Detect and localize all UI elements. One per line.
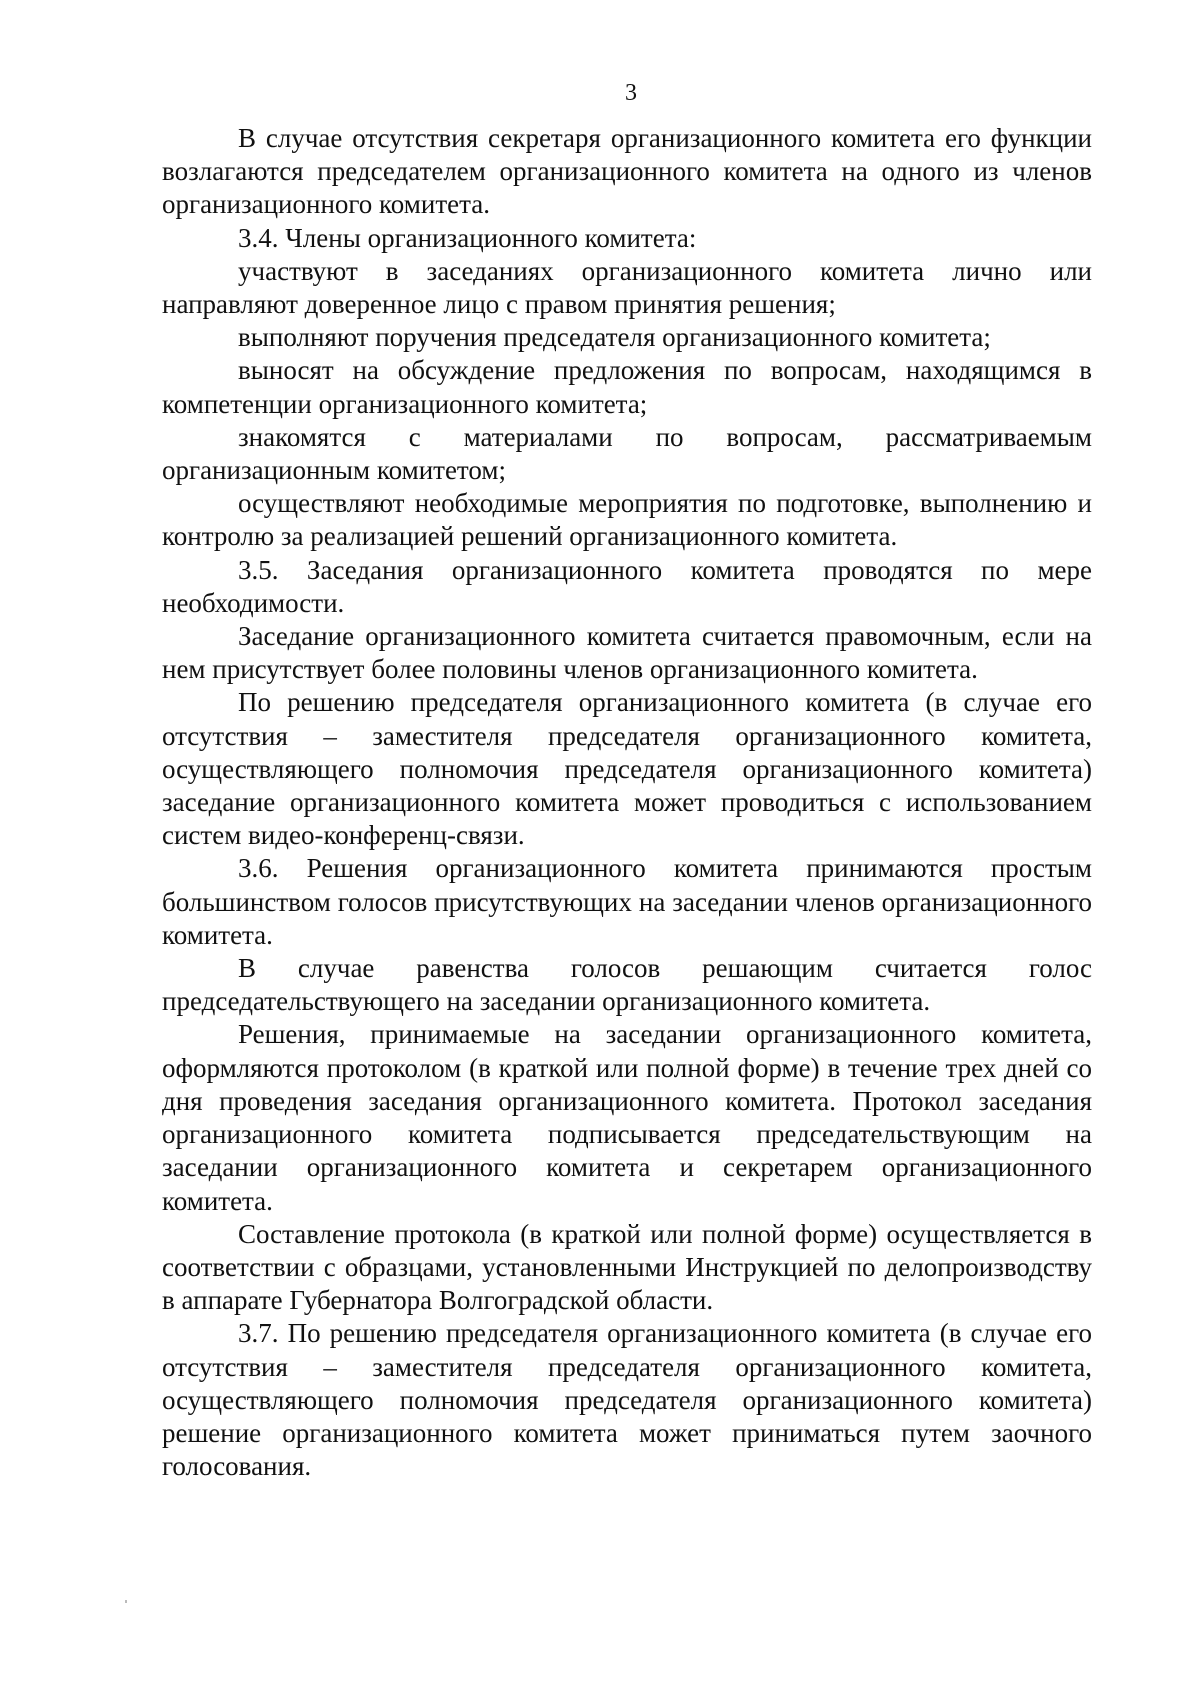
paragraph-members-execute: выполняют поручения председателя организационного комитета; <box>238 322 991 353</box>
paragraph-video-conference: По решению председателя организационного комитета (в случае его отсутствия – заместителя председателя организационного комитета, осуществляющего полномочия председателя организационного комитета) заседание организационного комитета может проводиться с использованием систем видео-конференц-связи. <box>162 687 1092 851</box>
paragraph-3-4-heading: 3.4. Члены организационного комитета: <box>238 222 697 253</box>
paragraph-tie-vote: В случае равенства голосов решающим считается голос председательствующего на заседании организационного комитета. <box>162 953 1092 1017</box>
paragraph-members-participate: участвуют в заседаниях организационного комитета лично или направляют доверенное лицо с правом принятия решения; <box>162 255 1092 320</box>
paragraph-secretary-absence: В случае отсутствия секретаря организационного комитета его функции возлагаются председателем организационного комитета на одного из членов организационного комитета. <box>162 123 1092 220</box>
paragraph-3-5-meetings: 3.5. Заседания организационного комитета проводятся по мере необходимости. <box>162 554 1092 618</box>
paragraph-3-6-decisions: 3.6. Решения организационного комитета принимаются простым большинством голосов присутствующих на заседании членов организационного комитета. <box>162 853 1092 950</box>
paragraph-members-review: знакомятся с материалами по вопросам, рассматриваемым организационным комитетом; <box>162 421 1092 486</box>
scan-speck <box>125 1600 127 1603</box>
paragraph-members-implement: осуществляют необходимые мероприятия по подготовке, выполнению и контролю за реализацией решений организационного комитета. <box>162 488 1092 552</box>
paragraph-protocol: Решения, принимаемые на заседании организационного комитета, оформляются протоколом (в краткой или полной форме) в течение трех дней со дня проведения заседания организационного комитета. Протокол заседания организационного комитета подписывается председательствующим на заседании организационного комитета и секретарем организационного комитета. <box>162 1019 1092 1216</box>
document-body <box>162 122 1092 1483</box>
paragraph-protocol-format: Составление протокола (в краткой или полной форме) осуществляется в соответствии с образцами, установленными Инструкцией по делопроизводству в аппарате Губернатора Волгоградской области. <box>162 1218 1092 1316</box>
paragraph-3-7-absentee-voting: 3.7. По решению председателя организационного комитета (в случае его отсутствия – заместителя председателя организационного комитета, осуществляющего полномочия председателя организационного комитета) решение организационного комитета может приниматься путем заочного голосования. <box>162 1318 1092 1482</box>
paragraph-quorum: Заседание организационного комитета считается правомочным, если на нем присутствует более половины членов организационного комитета. <box>162 621 1092 685</box>
paragraph-members-propose: выносят на обсуждение предложения по вопросам, находящимся в компетенции организационного комитета; <box>162 355 1092 419</box>
page-number: 3 <box>625 80 637 106</box>
